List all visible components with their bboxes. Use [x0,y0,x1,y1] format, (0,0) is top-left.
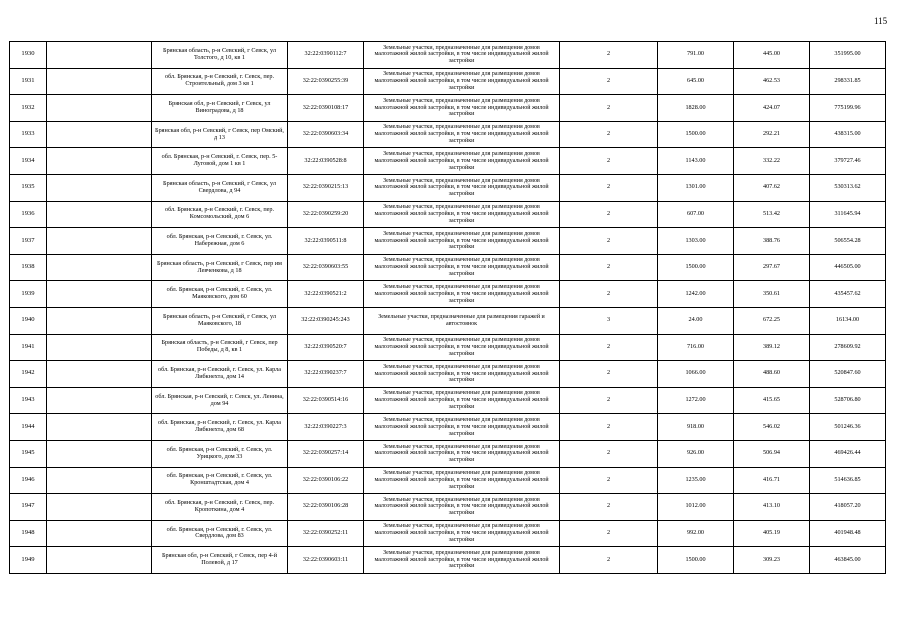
row-number-cell: 1946 [10,467,47,494]
address-cell: обл. Брянская, р-н Севский, г. Севск, ул. Свердлова, дом 83 [152,520,288,547]
address-cell: Брянская обл, р-н Севский, г Севск, ул Виноградова, д 18 [152,95,288,122]
row-number-cell: 1930 [10,42,47,69]
land-use-cell: Земельные участки, предназначенные для размещения домов малоэтажной жилой застройки, в том числе индивидуальной жилой застройки [364,361,560,388]
cadastral-number-cell: 32:22:0390108:17 [288,95,364,122]
blank-cell [47,334,152,361]
cadastral-number-cell: 32:22:0390603:55 [288,254,364,281]
specific-value-cell: 388.76 [734,228,810,255]
group-cell: 2 [560,414,658,441]
specific-value-cell: 513.42 [734,201,810,228]
land-use-cell: Земельные участки, предназначенные для размещения гаражей и автостоянок [364,307,560,334]
group-cell: 2 [560,121,658,148]
area-cell: 1303.00 [658,228,734,255]
cadastral-number-cell: 32:22:0390245:243 [288,307,364,334]
cadastral-value-cell: 401948.48 [810,520,886,547]
specific-value-cell: 546.02 [734,414,810,441]
area-cell: 1500.00 [658,254,734,281]
group-cell: 3 [560,307,658,334]
blank-cell [47,68,152,95]
table-row [10,121,886,148]
blank-cell [47,361,152,388]
land-use-cell: Земельные участки, предназначенные для размещения домов малоэтажной жилой застройки, в том числе индивидуальной жилой застройки [364,201,560,228]
row-number-cell: 1934 [10,148,47,175]
cadastral-number-cell: 32:22:0390521:2 [288,281,364,308]
specific-value-cell: 506.94 [734,440,810,467]
area-cell: 1500.00 [658,121,734,148]
table-row [10,201,886,228]
table-row [10,254,886,281]
cadastral-value-table [9,41,886,574]
cadastral-number-cell: 32:22:0390603:11 [288,547,364,574]
cadastral-value-cell: 438315.00 [810,121,886,148]
blank-cell [47,281,152,308]
address-cell: обл. Брянская, р-н Севский, г. Севск, ул. Кронштадтская, дом 4 [152,467,288,494]
group-cell: 2 [560,467,658,494]
group-cell: 2 [560,387,658,414]
row-number-cell: 1939 [10,281,47,308]
blank-cell [47,148,152,175]
cadastral-number-cell: 32:22:0390106:22 [288,467,364,494]
specific-value-cell: 389.12 [734,334,810,361]
blank-cell [47,467,152,494]
group-cell: 2 [560,148,658,175]
specific-value-cell: 405.19 [734,520,810,547]
cadastral-value-cell: 506554.28 [810,228,886,255]
row-number-cell: 1944 [10,414,47,441]
blank-cell [47,42,152,69]
address-cell: обл. Брянская, р-н Севский, г. Севск, пер. Строительный, дом 3 кв 1 [152,68,288,95]
table-row [10,281,886,308]
address-cell: обл. Брянская, р-н Севский, г. Севск, ул. Ленина, дом 94 [152,387,288,414]
cadastral-value-cell: 16134.00 [810,307,886,334]
group-cell: 2 [560,68,658,95]
table-row [10,520,886,547]
specific-value-cell: 416.71 [734,467,810,494]
area-cell: 992.00 [658,520,734,547]
group-cell: 2 [560,520,658,547]
cadastral-value-cell: 351995.00 [810,42,886,69]
table-row [10,387,886,414]
area-cell: 1012.00 [658,494,734,521]
group-cell: 2 [560,174,658,201]
cadastral-value-cell: 514636.85 [810,467,886,494]
cadastral-number-cell: 32:22:0390259:20 [288,201,364,228]
cadastral-value-cell: 418057.20 [810,494,886,521]
cadastral-value-cell: 469426.44 [810,440,886,467]
table-row [10,42,886,69]
cadastral-number-cell: 32:22:0390215:13 [288,174,364,201]
blank-cell [47,414,152,441]
land-use-cell: Земельные участки, предназначенные для размещения домов малоэтажной жилой застройки, в том числе индивидуальной жилой застройки [364,334,560,361]
blank-cell [47,201,152,228]
specific-value-cell: 445.00 [734,42,810,69]
address-cell: Брянская область, р-н Севский, г Севск, ул Свердлова, д 94 [152,174,288,201]
row-number-cell: 1949 [10,547,47,574]
row-number-cell: 1942 [10,361,47,388]
cadastral-value-cell: 520847.60 [810,361,886,388]
address-cell: Брянская обл, р-н Севский, г Севск, пер 4-й Полевой, д 17 [152,547,288,574]
row-number-cell: 1943 [10,387,47,414]
cadastral-value-cell: 311645.94 [810,201,886,228]
area-cell: 791.00 [658,42,734,69]
table-row [10,361,886,388]
blank-cell [47,494,152,521]
address-cell: обл. Брянская, р-н Севский, г. Севск, ул. Маяковского, дом 60 [152,281,288,308]
land-use-cell: Земельные участки, предназначенные для размещения домов малоэтажной жилой застройки, в том числе индивидуальной жилой застройки [364,467,560,494]
specific-value-cell: 292.21 [734,121,810,148]
address-cell: обл. Брянская, р-н Севский, г. Севск, ул. Урицкого, дом 33 [152,440,288,467]
area-cell: 24.00 [658,307,734,334]
table-row [10,547,886,574]
land-use-cell: Земельные участки, предназначенные для размещения домов малоэтажной жилой застройки, в том числе индивидуальной жилой застройки [364,440,560,467]
land-use-cell: Земельные участки, предназначенные для размещения домов малоэтажной жилой застройки, в том числе индивидуальной жилой застройки [364,42,560,69]
table-row [10,95,886,122]
blank-cell [47,228,152,255]
cadastral-number-cell: 32:22:0390514:16 [288,387,364,414]
area-cell: 926.00 [658,440,734,467]
group-cell: 2 [560,42,658,69]
specific-value-cell: 350.61 [734,281,810,308]
specific-value-cell: 672.25 [734,307,810,334]
cadastral-number-cell: 32:22:0390106:28 [288,494,364,521]
address-cell: обл. Брянская, р-н Севский, г. Севск, ул. Карла Либкнехта, дом 68 [152,414,288,441]
specific-value-cell: 488.60 [734,361,810,388]
table-row [10,440,886,467]
row-number-cell: 1935 [10,174,47,201]
table-row [10,174,886,201]
group-cell: 2 [560,361,658,388]
cadastral-number-cell: 32:22:0390603:34 [288,121,364,148]
group-cell: 2 [560,281,658,308]
area-cell: 1301.00 [658,174,734,201]
cadastral-value-cell: 528706.80 [810,387,886,414]
table-row [10,148,886,175]
group-cell: 2 [560,201,658,228]
specific-value-cell: 309.23 [734,547,810,574]
cadastral-number-cell: 32:22:0390255:39 [288,68,364,95]
specific-value-cell: 413.10 [734,494,810,521]
address-cell: Брянская область, р-н Севский, г Севск, пер им Левченкова, д 18 [152,254,288,281]
row-number-cell: 1947 [10,494,47,521]
cadastral-value-cell: 435457.62 [810,281,886,308]
table-row [10,414,886,441]
row-number-cell: 1932 [10,95,47,122]
area-cell: 1500.00 [658,547,734,574]
address-cell: обл. Брянская, р-н Севский, г. Севск, ул. Набережная, дом 6 [152,228,288,255]
group-cell: 2 [560,95,658,122]
land-use-cell: Земельные участки, предназначенные для размещения домов малоэтажной жилой застройки, в том числе индивидуальной жилой застройки [364,494,560,521]
land-use-cell: Земельные участки, предназначенные для размещения домов малоэтажной жилой застройки, в том числе индивидуальной жилой застройки [364,174,560,201]
blank-cell [47,547,152,574]
blank-cell [47,440,152,467]
area-cell: 1143.00 [658,148,734,175]
address-cell: Брянская обл, р-н Севский, г Севск, пер Омский, д 13 [152,121,288,148]
row-number-cell: 1941 [10,334,47,361]
address-cell: Брянская область, р-н Севский, г Севск, ул Толстого, д 10, кв 1 [152,42,288,69]
row-number-cell: 1933 [10,121,47,148]
group-cell: 2 [560,334,658,361]
row-number-cell: 1936 [10,201,47,228]
specific-value-cell: 407.62 [734,174,810,201]
land-use-cell: Земельные участки, предназначенные для размещения домов малоэтажной жилой застройки, в том числе индивидуальной жилой застройки [364,148,560,175]
specific-value-cell: 424.07 [734,95,810,122]
address-cell: Брянская область, р-н Севский, г Севск, пер Победы, д 8, кв 1 [152,334,288,361]
specific-value-cell: 297.67 [734,254,810,281]
table-row [10,228,886,255]
group-cell: 2 [560,440,658,467]
land-use-cell: Земельные участки, предназначенные для размещения домов малоэтажной жилой застройки, в том числе индивидуальной жилой застройки [364,68,560,95]
cadastral-value-cell: 446505.00 [810,254,886,281]
row-number-cell: 1940 [10,307,47,334]
blank-cell [47,174,152,201]
cadastral-value-cell: 379727.46 [810,148,886,175]
group-cell: 2 [560,494,658,521]
cadastral-number-cell: 32:22:0390257:14 [288,440,364,467]
land-use-cell: Земельные участки, предназначенные для размещения домов малоэтажной жилой застройки, в том числе индивидуальной жилой застройки [364,121,560,148]
group-cell: 2 [560,254,658,281]
row-number-cell: 1948 [10,520,47,547]
cadastral-number-cell: 32:22:0390237:7 [288,361,364,388]
land-use-cell: Земельные участки, предназначенные для размещения домов малоэтажной жилой застройки, в том числе индивидуальной жилой застройки [364,228,560,255]
cadastral-number-cell: 32:22:0390112:7 [288,42,364,69]
table-row [10,494,886,521]
cadastral-value-cell: 775199.96 [810,95,886,122]
cadastral-number-cell: 32:22:0390520:7 [288,334,364,361]
area-cell: 1828.00 [658,95,734,122]
blank-cell [47,254,152,281]
cadastral-number-cell: 32:22:0390227:3 [288,414,364,441]
group-cell: 2 [560,547,658,574]
area-cell: 918.00 [658,414,734,441]
blank-cell [47,307,152,334]
land-use-cell: Земельные участки, предназначенные для размещения домов малоэтажной жилой застройки, в том числе индивидуальной жилой застройки [364,547,560,574]
specific-value-cell: 332.22 [734,148,810,175]
specific-value-cell: 415.65 [734,387,810,414]
area-cell: 1272.00 [658,387,734,414]
row-number-cell: 1937 [10,228,47,255]
cadastral-number-cell: 32:22:0390252:11 [288,520,364,547]
land-use-cell: Земельные участки, предназначенные для размещения домов малоэтажной жилой застройки, в том числе индивидуальной жилой застройки [364,95,560,122]
cadastral-value-cell: 501246.36 [810,414,886,441]
address-cell: обл. Брянская, р-н Севский, г. Севск, пер. Комсомольский, дом 6 [152,201,288,228]
cadastral-value-cell: 530313.62 [810,174,886,201]
blank-cell [47,121,152,148]
area-cell: 1235.00 [658,467,734,494]
cadastral-number-cell: 32:22:0390511:8 [288,228,364,255]
land-use-cell: Земельные участки, предназначенные для размещения домов малоэтажной жилой застройки, в том числе индивидуальной жилой застройки [364,281,560,308]
area-cell: 1242.00 [658,281,734,308]
page-number: 115 [874,16,888,26]
table-body [10,42,886,574]
area-cell: 645.00 [658,68,734,95]
row-number-cell: 1938 [10,254,47,281]
area-cell: 716.00 [658,334,734,361]
cadastral-number-cell: 32:22:0390528:8 [288,148,364,175]
blank-cell [47,387,152,414]
cadastral-value-cell: 278609.92 [810,334,886,361]
cadastral-value-cell: 463845.00 [810,547,886,574]
table-row [10,467,886,494]
blank-cell [47,520,152,547]
row-number-cell: 1931 [10,68,47,95]
address-cell: обл. Брянская, р-н Севский, г. Севск, ул. Карла Либкнехта, дом 14 [152,361,288,388]
address-cell: обл. Брянская, р-н Севский, г. Севск, пер. Кропоткина, дом 4 [152,494,288,521]
address-cell: обл. Брянская, р-н Севский, г. Севск, пер. 5-Луговой, дом 1 кв 1 [152,148,288,175]
cadastral-value-cell: 298331.85 [810,68,886,95]
area-cell: 607.00 [658,201,734,228]
land-use-cell: Земельные участки, предназначенные для размещения домов малоэтажной жилой застройки, в том числе индивидуальной жилой застройки [364,520,560,547]
group-cell: 2 [560,228,658,255]
land-use-cell: Земельные участки, предназначенные для размещения домов малоэтажной жилой застройки, в том числе индивидуальной жилой застройки [364,254,560,281]
blank-cell [47,95,152,122]
row-number-cell: 1945 [10,440,47,467]
land-use-cell: Земельные участки, предназначенные для размещения домов малоэтажной жилой застройки, в том числе индивидуальной жилой застройки [364,387,560,414]
address-cell: Брянская область, р-н Севский, г Севск, ул Маяковского, 18 [152,307,288,334]
table-row [10,307,886,334]
table-row [10,68,886,95]
table-row [10,334,886,361]
land-use-cell: Земельные участки, предназначенные для размещения домов малоэтажной жилой застройки, в том числе индивидуальной жилой застройки [364,414,560,441]
specific-value-cell: 462.53 [734,68,810,95]
area-cell: 1066.00 [658,361,734,388]
